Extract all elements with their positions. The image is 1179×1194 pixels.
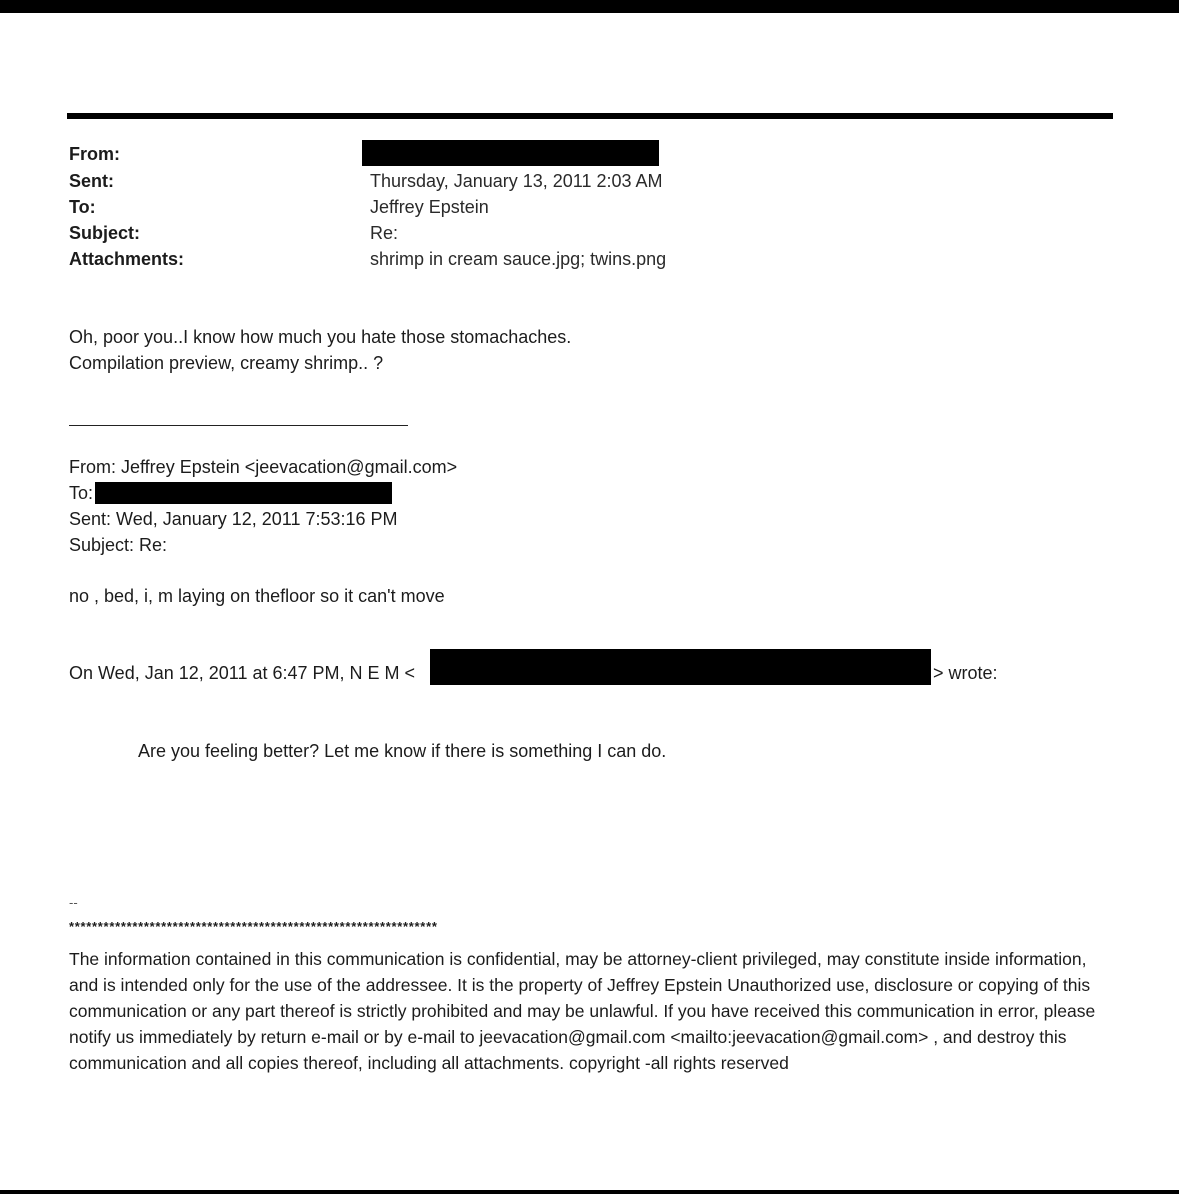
confidentiality-disclaimer: The information contained in this communication is confidential, may be attorney-client privileged, may constitute inside information, and is intended only for the use of the addressee. It is the property of Jeffrey Epstein Unauthorized use, disclosure or copying of this communication or any part thereof is strictly prohibited and may be unlawful. If you have received this communication in error, please notify us immediately by return e-mail or by e-mail to jeevacation@gmail.com <mailto:jeevacation@gmail.com> , and destroy this communication and all copies thereof, including all attachments. copyright -all rights reserved <box>69 949 1096 1073</box>
signature-dashes: -- <box>69 895 78 910</box>
quoted-from: From: Jeffrey Epstein <jeevacation@gmail.com> <box>69 457 458 477</box>
header-rule <box>67 113 1113 119</box>
subject-label: Subject: <box>69 223 141 243</box>
original-message: Are you feeling better? Let me know if there is something I can do. <box>138 741 667 761</box>
quote-separator <box>69 425 408 426</box>
quoted-to: To: <box>69 483 94 503</box>
redaction-email <box>430 649 931 685</box>
bottom-border <box>0 1190 1179 1194</box>
attribution-prefix: On Wed, Jan 12, 2011 at 6:47 PM, N E M < <box>69 663 416 683</box>
sent-label: Sent: <box>69 171 114 191</box>
subject-value: Re: <box>370 223 399 243</box>
attachments-label: Attachments: <box>69 249 185 269</box>
quoted-sent: Sent: Wed, January 12, 2011 7:53:16 PM <box>69 509 398 529</box>
attribution-suffix: > wrote: <box>933 663 998 683</box>
body-line-2: Compilation preview, creamy shrimp.. ? <box>69 353 384 373</box>
sent-value: Thursday, January 13, 2011 2:03 AM <box>370 171 663 191</box>
to-label: To: <box>69 197 96 217</box>
star-divider: **************************************************************** <box>69 919 438 934</box>
quoted-subject: Subject: Re: <box>69 535 168 555</box>
from-label: From: <box>69 144 120 164</box>
to-value: Jeffrey Epstein <box>370 197 489 217</box>
body-line-1: Oh, poor you..I know how much you hate those stomachaches. <box>69 327 572 347</box>
attachments-value: shrimp in cream sauce.jpg; twins.png <box>370 249 667 269</box>
top-border <box>0 0 1179 13</box>
reply-text: no , bed, i, m laying on thefloor so it can't move <box>69 586 445 606</box>
redaction-to <box>95 482 392 504</box>
redaction-from <box>362 140 659 166</box>
